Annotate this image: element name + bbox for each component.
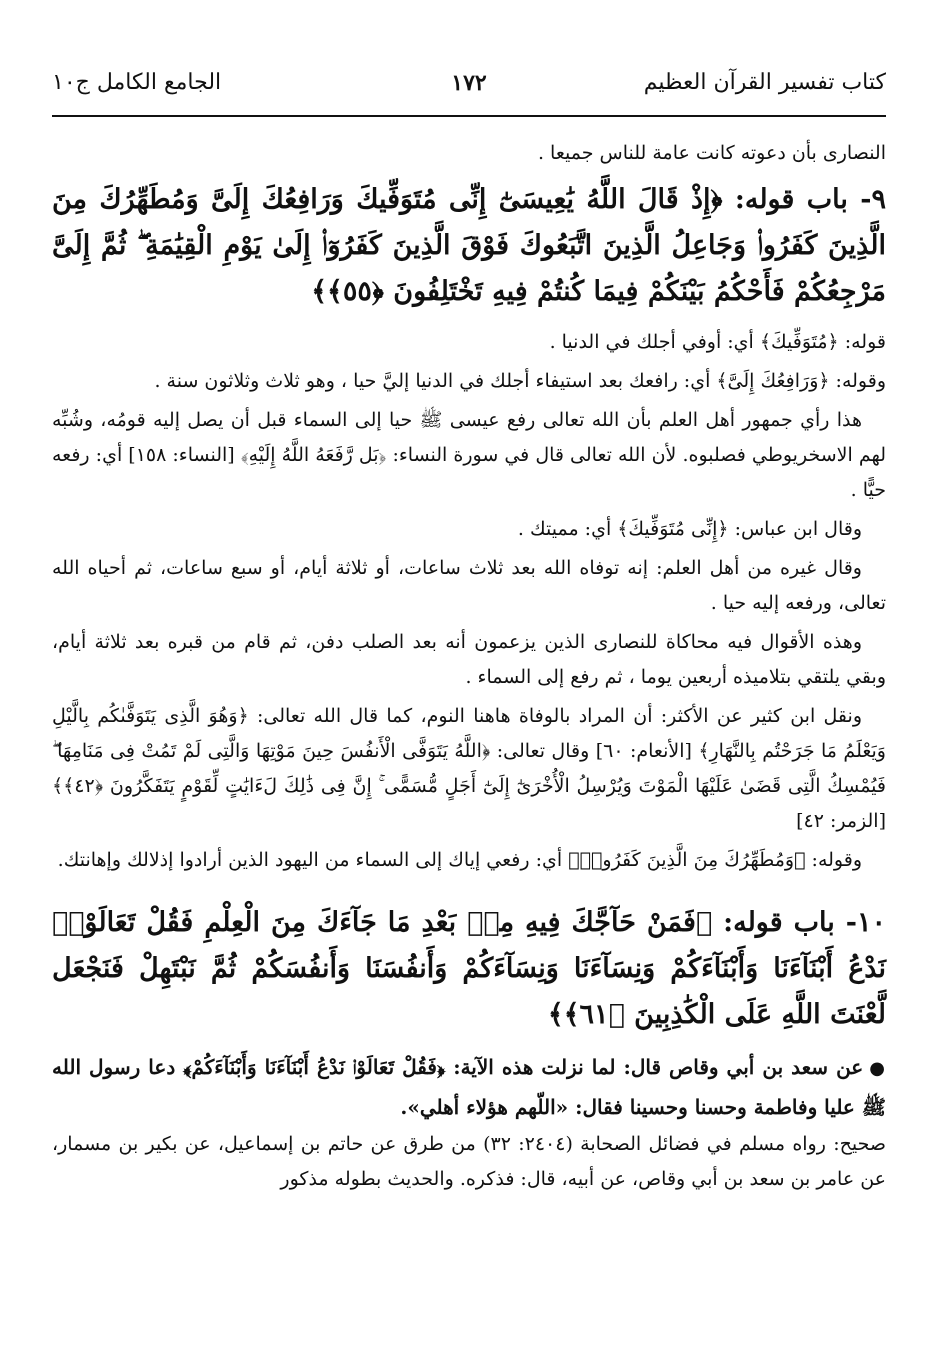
paragraph: قوله: ﴿مُتَوَفِّيكَ﴾ أي: أوفي أجلك في الدنيا . bbox=[549, 331, 886, 353]
chapter-heading-9 bbox=[52, 177, 886, 315]
paragraph: النصارى بأن دعوته كانت عامة للناس جميعا . bbox=[537, 142, 886, 164]
book-page bbox=[52, 0, 886, 1371]
paragraph: هذا رأي جمهور أهل العلم بأن الله تعالى رفع عيسى ﷺ حيا إلى السماء قبل أن يصل إليه قومُه، وشُبِّه لهم الاسخريوطي فصلبوه. لأن الله تعالى قال في سورة النساء: ﴿بَل رَّفَعَهُ اللَّهُ إِلَيْهِ﴾ [النساء: ١٥٨] أي: رفعه حيًّا . bbox=[52, 409, 887, 501]
paragraph: ونقل ابن كثير عن الأكثر: أن المراد بالوفاة هاهنا النوم، كما قال الله تعالى: ﴿وَهُوَ الَّذِى يَتَوَفَّىٰكُم بِالَّيْلِ وَيَعْلَمُ مَا جَرَحْتُم بِالنَّهَارِ﴾ [الأنعام: ٦٠] وقال تعالى: ﴿اللَّهُ يَتَوَفَّى الْأَنفُسَ حِينَ مَوْتِهَا وَالَّتِى لَمْ تَمُتْ فِى مَنَامِهَا ۖ فَيُمْسِكُ الَّتِى قَضَىٰ عَلَيْهَا الْمَوْتَ وَيُرْسِلُ الْأُخْرَىٰٓ إِلَىٰٓ أَجَلٍ مُّسَمًّى ۚ إِنَّ فِى ذَٰلِكَ لَءَايَٰتٍ لِّقَوْمٍ يَتَفَكَّرُونَ ﴿٤٢﴾﴾ [الزمر: ٤٢] bbox=[52, 705, 886, 832]
page-number: ١٧٢ bbox=[451, 70, 487, 96]
chapter-label: ١٠- باب قوله: bbox=[712, 907, 886, 938]
hadith-text: عن سعد بن أبي وقاص قال: لما نزلت هذه الآية: ﴿فَقُلْ تَعَالَوْا۟ نَدْعُ أَبْنَآءَنَا وَأَبْنَآءَكُمْ﴾ دعا رسول الله ﷺ عليا وفاطمة وحسنا وحسينا فقال: «اللّهم هؤلاء أهلي». bbox=[52, 1055, 886, 1119]
paragraph: وقال غيره من أهل العلم: إنه توفاه الله بعد ثلاث ساعات، أو ثلاثة أيام، أو سبع ساعات، ثم أحياه الله تعالى، ورفعه إليه حيا . bbox=[52, 557, 886, 614]
volume-label: الجامع الكامل ج١٠ bbox=[52, 70, 222, 95]
chapter-heading-10 bbox=[52, 900, 886, 1038]
quran-verse: ﴿فَمَنْ حَآجَّكَ فِيهِ مِنۢ بَعْدِ مَا جَآءَكَ مِنَ الْعِلْمِ فَقُلْ تَعَالَوْا۟ نَدْعُ أَبْنَآءَنَا وَأَبْنَآءَكُمْ وَنِسَآءَنَا وَنِسَآءَكُمْ وَأَنفُسَنَا وَأَنفُسَكُمْ ثُمَّ نَبْتَهِلْ فَنَجْعَل لَّعْنَتَ اللَّهِ عَلَى الْكَٰذِبِينَ ﴿٦١﴾﴾ bbox=[52, 907, 886, 1030]
page-body bbox=[52, 136, 886, 1201]
bullet-icon: ● bbox=[869, 1058, 886, 1079]
paragraph: وقوله: ﴿وَرَافِعُكَ إِلَىَّ﴾ أي: رافعك بعد استيفاء أجلك في الدنيا إليَّ حيا ، وهو ثلاث وثلاثون سنة . bbox=[154, 370, 886, 392]
paragraph: وهذه الأقوال فيه محاكاة للنصارى الذين يزعمون أنه بعد الصلب دفن، ثم قام من قبره بعد ثلاثة أيام، وبقي يلتقي بتلاميذه أربعين يوما ، ثم رفع إلى السماء . bbox=[52, 631, 886, 688]
paragraph: صحيح: رواه مسلم في فضائل الصحابة (٢٤٠٤: ٣٢) من طرق عن حاتم بن إسماعيل، عن بكير بن مسمار، عن عامر بن سعد بن أبي وقاص، عن أبيه، قال: فذكره. والحديث بطوله مذكور bbox=[52, 1133, 886, 1190]
chapter-label: ٩- باب قوله: bbox=[722, 184, 887, 215]
page-header bbox=[52, 70, 886, 110]
paragraph: وقال ابن عباس: ﴿إِنِّى مُتَوَفِّيكَ﴾ أي: مميتك . bbox=[517, 518, 862, 540]
hadith-paragraph bbox=[52, 1048, 886, 1127]
header-divider bbox=[52, 115, 886, 117]
quran-verse: ﴿إِذْ قَالَ اللَّهُ يَٰعِيسَىٰٓ إِنِّى مُتَوَفِّيكَ وَرَافِعُكَ إِلَىَّ وَمُطَهِّرُكَ مِنَ الَّذِينَ كَفَرُوا۟ وَجَاعِلُ الَّذِينَ اتَّبَعُوكَ فَوْقَ الَّذِينَ كَفَرُوٓا۟ إِلَىٰ يَوْمِ الْقِيَٰمَةِ ۖ ثُمَّ إِلَىَّ مَرْجِعُكُمْ فَأَحْكُمُ بَيْنَكُمْ فِيمَا كُنتُمْ فِيهِ تَخْتَلِفُونَ ﴿٥٥﴾﴾ bbox=[52, 184, 886, 307]
paragraph: وقوله: ﴿وَمُطَهِّرُكَ مِنَ الَّذِينَ كَفَرُوا۟﴾ أي: رفعي إياك إلى السماء من اليهود الذين أرادوا إذلالك وإهانتك. bbox=[57, 849, 862, 871]
book-title: كتاب تفسير القرآن العظيم bbox=[643, 70, 886, 95]
